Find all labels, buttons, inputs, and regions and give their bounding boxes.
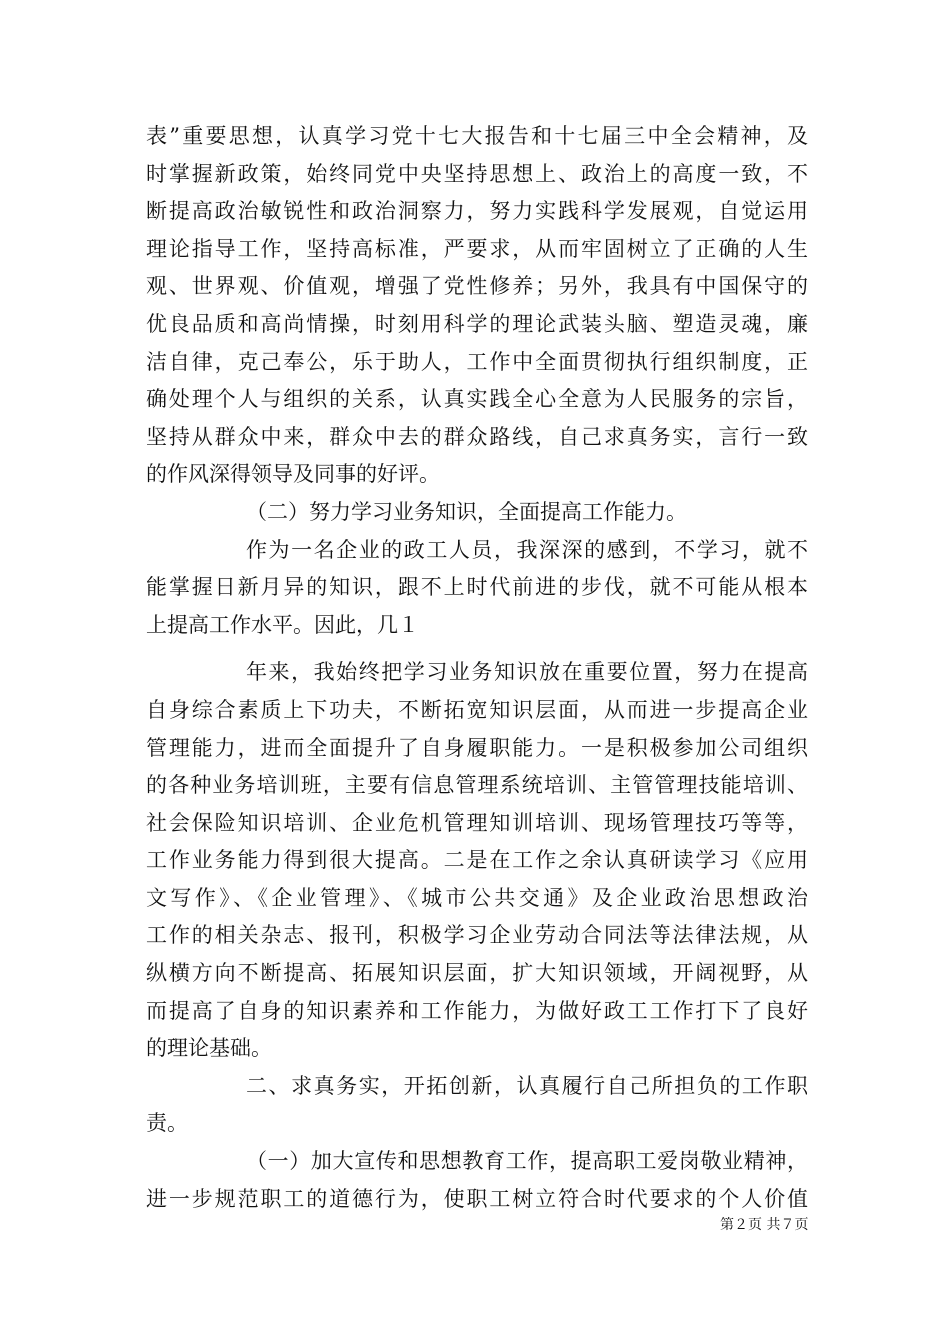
text-line: 能掌握日新月异的知识，跟不上时代前进的步伐，就不可能从根本 bbox=[146, 575, 808, 600]
text-line: 的作风深得领导及同事的好评。 bbox=[146, 462, 440, 487]
section-heading: 责。 bbox=[146, 1111, 188, 1136]
subsection-heading: （一）加大宣传和思想教育工作，提高职工爱岗敬业精神， bbox=[246, 1149, 808, 1174]
text-line: 上提高工作水平。因此，几１ bbox=[146, 612, 419, 637]
text-line: 纵横方向不断提高、拓展知识层面，扩大知识领域，开阔视野，从 bbox=[146, 961, 808, 986]
text-line: 断提高政治敏锐性和政治洞察力，努力实践科学发展观，自觉运用 bbox=[146, 199, 808, 224]
text-line: 作为一名企业的政工人员，我深深的感到，不学习，就不 bbox=[246, 537, 808, 562]
text-line: 优良品质和高尚情操，时刻用科学的理论武装头脑、塑造灵魂，廉 bbox=[146, 311, 808, 336]
text-line: 时掌握新政策，始终同党中央坚持思想上、政治上的高度一致，不 bbox=[146, 161, 808, 186]
text-line: 观、世界观、价值观，增强了党性修养；另外，我具有中国保守的 bbox=[146, 274, 808, 299]
paragraph-gap bbox=[146, 644, 808, 654]
text-line: 管理能力，进而全面提升了自身履职能力。一是积极参加公司组织 bbox=[146, 735, 808, 760]
text-line: 的各种业务培训班，主要有信息管理系统培训、主管管理技能培训、 bbox=[146, 773, 808, 798]
document-body bbox=[146, 118, 808, 1218]
section-heading: （二）努力学习业务知识，全面提高工作能力。 bbox=[246, 499, 687, 524]
text-line: 自身综合素质上下功夫，不断拓宽知识层面，从而进一步提高企业 bbox=[146, 697, 808, 722]
text-line: 年来，我始终把学习业务知识放在重要位置，努力在提高 bbox=[246, 660, 808, 685]
text-line: 的理论基础。 bbox=[146, 1036, 272, 1061]
text-line: 坚持从群众中来，群众中去的群众路线，自己求真务实，言行一致 bbox=[146, 424, 808, 449]
text-line: 而提高了自身的知识素养和工作能力，为做好政工工作打下了良好 bbox=[146, 998, 808, 1023]
text-line: 表”重要思想，认真学习党十七大报告和十七届三中全会精神，及 bbox=[146, 124, 808, 148]
text-line: 社会保险知识培训、企业危机管理知训培训、现场管理技巧等等， bbox=[146, 810, 808, 835]
text-line: 文写作》、《企业管理》、《城市公共交通》及企业政治思想政治 bbox=[146, 885, 808, 910]
text-line: 工作业务能力得到很大提高。二是在工作之余认真研读学习《应用 bbox=[146, 848, 808, 873]
text-line: 洁自律，克己奉公，乐于助人，工作中全面贯彻执行组织制度，正 bbox=[146, 349, 808, 374]
text-line: 理论指导工作，坚持高标准，严要求，从而牢固树立了正确的人生 bbox=[146, 236, 808, 261]
section-heading: 二、求真务实，开拓创新，认真履行自己所担负的工作职 bbox=[246, 1073, 808, 1098]
page-number-footer: 第２页 共７页 bbox=[720, 1217, 809, 1233]
text-line: 工作的相关杂志、报刊，积极学习企业劳动合同法等法律法规，从 bbox=[146, 923, 808, 948]
text-line: 进一步规范职工的道德行为，使职工树立符合时代要求的个人价值 bbox=[146, 1186, 808, 1211]
text-line: 确处理个人与组织的关系，认真实践全心全意为人民服务的宗旨， bbox=[146, 387, 808, 412]
